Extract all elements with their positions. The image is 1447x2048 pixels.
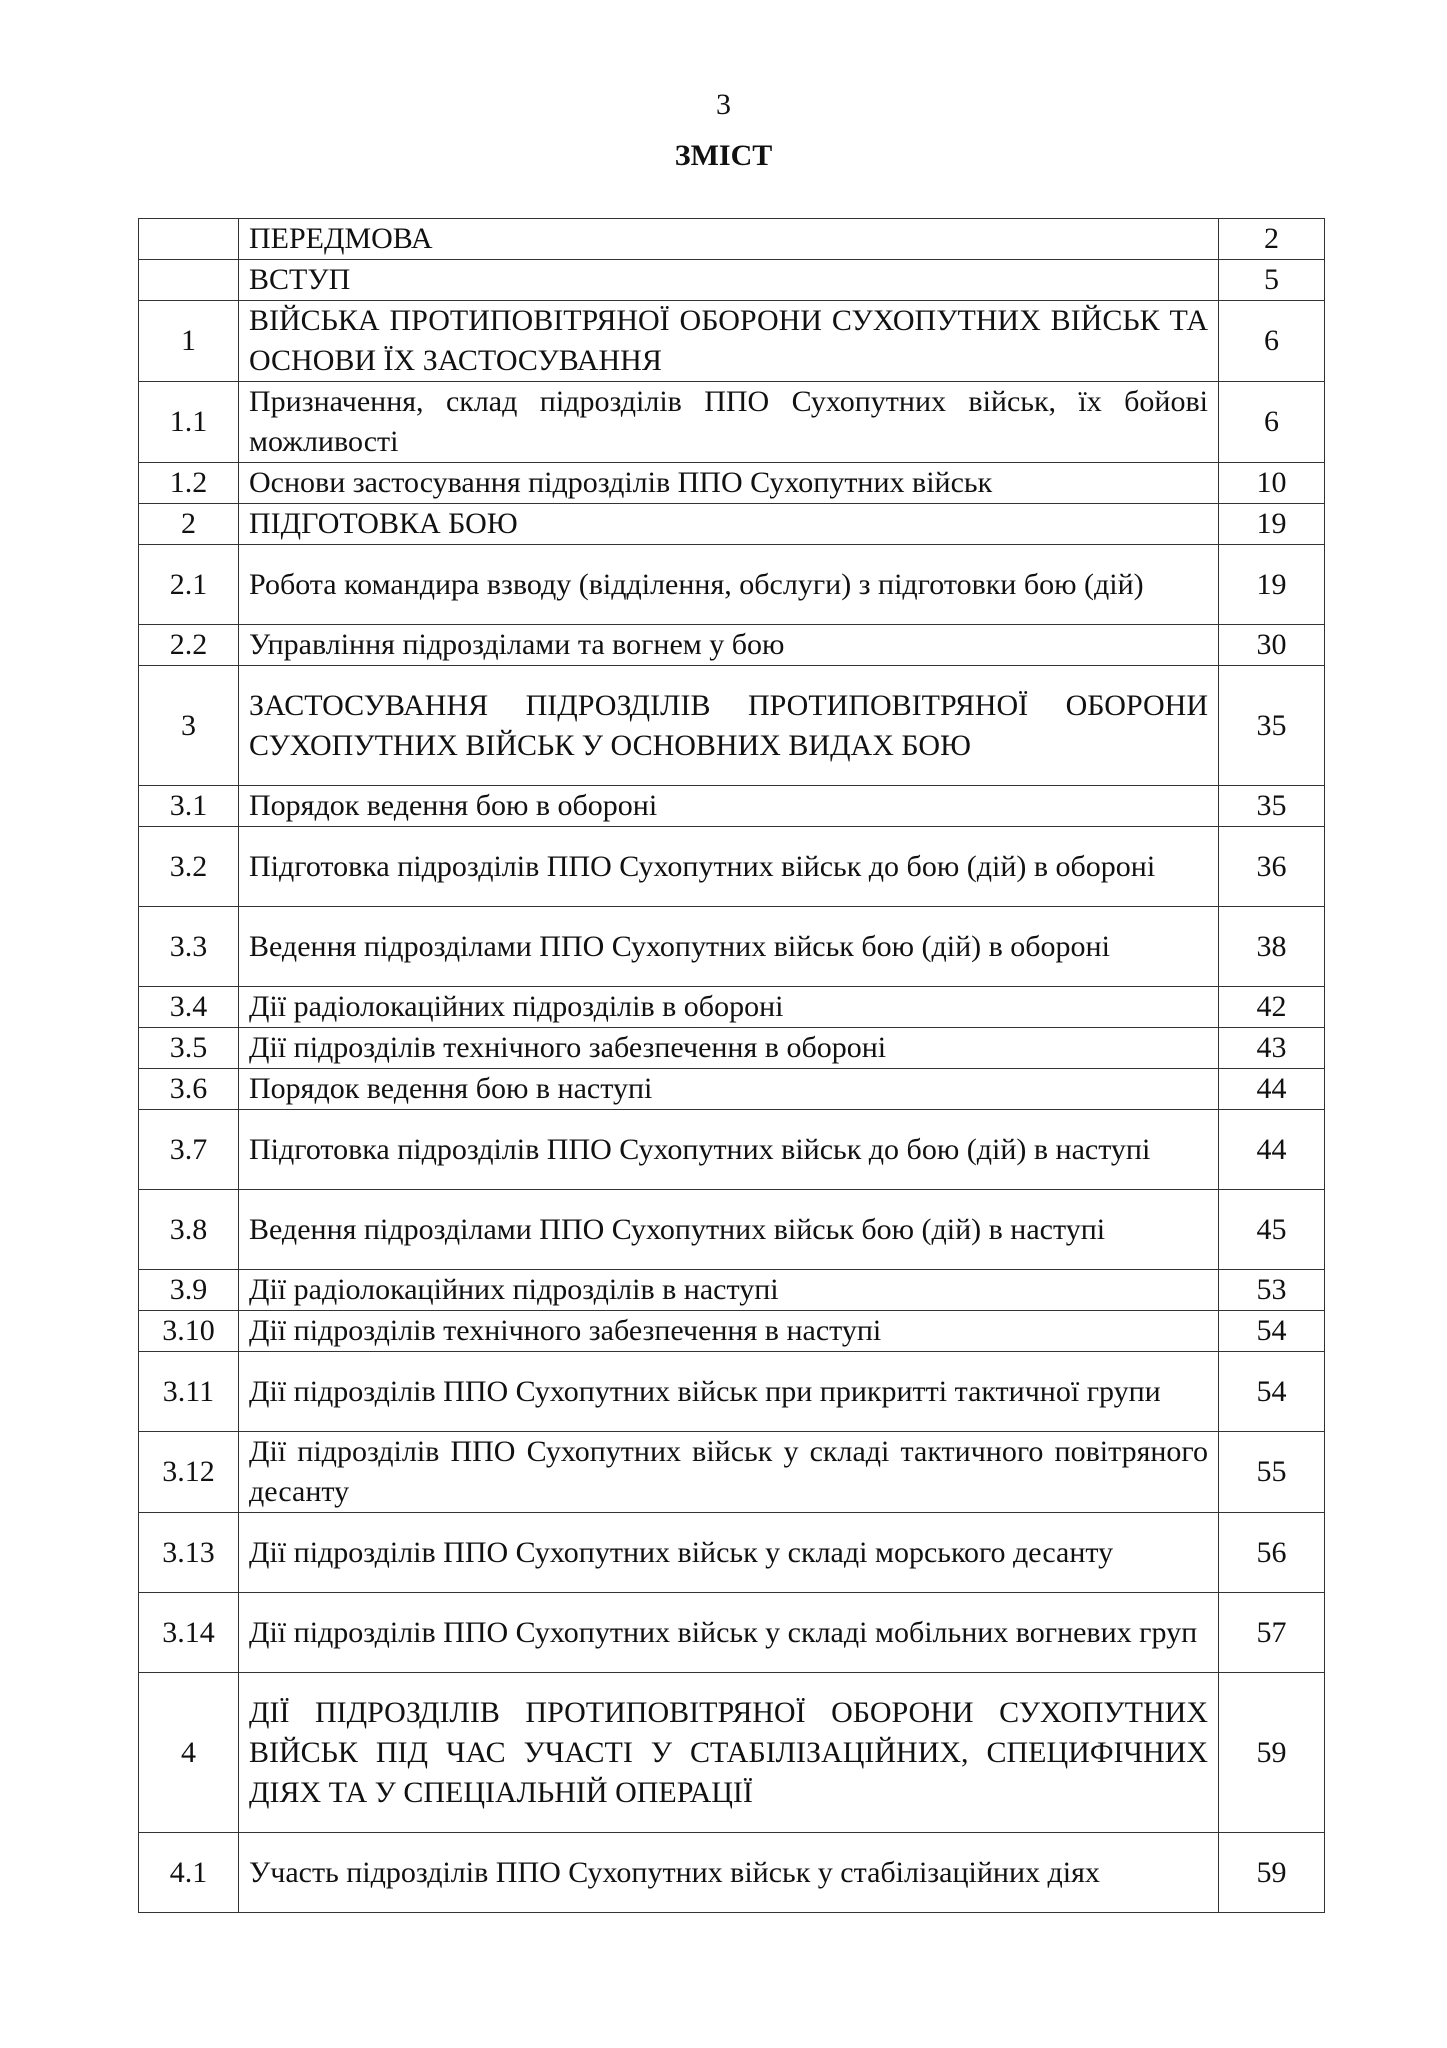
toc-page: 19 [1219, 504, 1325, 545]
toc-title: ЗАСТОСУВАННЯ ПІДРОЗДІЛІВ ПРОТИПОВІТРЯНОЇ ОБОРОНИ СУХОПУТНИХ ВІЙСЬК У ОСНОВНИХ ВИДАХ БОЮ [239, 666, 1219, 786]
toc-row [139, 1069, 1325, 1110]
toc-row [139, 545, 1325, 625]
toc-page: 10 [1219, 463, 1325, 504]
toc-title: Основи застосування підрозділів ППО Сухопутних військ [239, 463, 1219, 504]
toc-page: 55 [1219, 1432, 1325, 1513]
toc-row [139, 1028, 1325, 1069]
toc-title: Дії підрозділів ППО Сухопутних військ у складі мобільних вогневих груп [239, 1593, 1219, 1673]
toc-title: Порядок ведення бою в обороні [239, 786, 1219, 827]
toc-title: Управління підрозділами та вогнем у бою [239, 625, 1219, 666]
toc-number: 4.1 [139, 1833, 239, 1913]
toc-number: 3 [139, 666, 239, 786]
toc-title: Робота командира взводу (відділення, обслуги) з підготовки бою (дій) [239, 545, 1219, 625]
toc-row [139, 301, 1325, 382]
toc-number: 2.1 [139, 545, 239, 625]
toc-row [139, 1190, 1325, 1270]
toc-title: Дії радіолокаційних підрозділів в обороні [239, 987, 1219, 1028]
toc-page: 57 [1219, 1593, 1325, 1673]
toc-title: Дії підрозділів технічного забезпечення в обороні [239, 1028, 1219, 1069]
toc-number: 1.1 [139, 382, 239, 463]
toc-title: ВІЙСЬКА ПРОТИПОВІТРЯНОЇ ОБОРОНИ СУХОПУТНИХ ВІЙСЬК ТА ОСНОВИ ЇХ ЗАСТОСУВАННЯ [239, 301, 1219, 382]
toc-page: 30 [1219, 625, 1325, 666]
toc-page: 5 [1219, 260, 1325, 301]
toc-number: 3.3 [139, 907, 239, 987]
toc-row [139, 219, 1325, 260]
toc-row [139, 1593, 1325, 1673]
toc-title: Дії підрозділів технічного забезпечення в наступі [239, 1311, 1219, 1352]
toc-number: 3.2 [139, 827, 239, 907]
toc-number: 2.2 [139, 625, 239, 666]
toc-page: 56 [1219, 1513, 1325, 1593]
toc-page: 35 [1219, 666, 1325, 786]
toc-row [139, 827, 1325, 907]
toc-title: Дії підрозділів ППО Сухопутних військ у складі морського десанту [239, 1513, 1219, 1593]
toc-title: Порядок ведення бою в наступі [239, 1069, 1219, 1110]
toc-number: 3.8 [139, 1190, 239, 1270]
page-title: ЗМІСТ [674, 139, 773, 172]
toc-number: 3.5 [139, 1028, 239, 1069]
toc-row [139, 260, 1325, 301]
toc-page: 35 [1219, 786, 1325, 827]
toc-row [139, 1352, 1325, 1432]
toc-title: Дії підрозділів ППО Сухопутних військ при прикритті тактичної групи [239, 1352, 1219, 1432]
toc-row [139, 907, 1325, 987]
toc-number: 1.2 [139, 463, 239, 504]
toc-row [139, 504, 1325, 545]
toc-title: Ведення підрозділами ППО Сухопутних військ бою (дій) в наступі [239, 1190, 1219, 1270]
toc-title: Участь підрозділів ППО Сухопутних військ у стабілізаційних діях [239, 1833, 1219, 1913]
toc-page: 42 [1219, 987, 1325, 1028]
toc-title: Підготовка підрозділів ППО Сухопутних військ до бою (дій) в наступі [239, 1110, 1219, 1190]
toc-page: 6 [1219, 382, 1325, 463]
toc-row [139, 1110, 1325, 1190]
toc-number: 3.7 [139, 1110, 239, 1190]
toc-number: 3.14 [139, 1593, 239, 1673]
toc-number [139, 260, 239, 301]
toc-row [139, 987, 1325, 1028]
toc-row [139, 666, 1325, 786]
toc-row [139, 1270, 1325, 1311]
toc-page: 6 [1219, 301, 1325, 382]
toc-number: 3.1 [139, 786, 239, 827]
toc-page: 38 [1219, 907, 1325, 987]
table-of-contents [138, 218, 1325, 1913]
page-number: 3 [716, 88, 731, 121]
toc-row [139, 1311, 1325, 1352]
toc-row [139, 625, 1325, 666]
toc-number: 3.9 [139, 1270, 239, 1311]
toc-page: 19 [1219, 545, 1325, 625]
toc-page: 44 [1219, 1069, 1325, 1110]
toc-row [139, 1432, 1325, 1513]
toc-title: ВСТУП [239, 260, 1219, 301]
toc-number: 3.4 [139, 987, 239, 1028]
toc-page: 59 [1219, 1673, 1325, 1833]
toc-number: 3.11 [139, 1352, 239, 1432]
toc-page: 54 [1219, 1311, 1325, 1352]
toc-row [139, 1673, 1325, 1833]
toc-title: Дії радіолокаційних підрозділів в наступі [239, 1270, 1219, 1311]
toc-number: 3.12 [139, 1432, 239, 1513]
toc-title: Призначення, склад підрозділів ППО Сухопутних військ, їх бойові можливості [239, 382, 1219, 463]
toc-row [139, 786, 1325, 827]
toc-number: 3.10 [139, 1311, 239, 1352]
toc-title: Підготовка підрозділів ППО Сухопутних військ до бою (дій) в обороні [239, 827, 1219, 907]
toc-title: ДІЇ ПІДРОЗДІЛІВ ПРОТИПОВІТРЯНОЇ ОБОРОНИ СУХОПУТНИХ ВІЙСЬК ПІД ЧАС УЧАСТІ У СТАБІЛІЗАЦІЙНИХ, СПЕЦИФІЧНИХ ДІЯХ ТА У СПЕЦІАЛЬНІЙ ОПЕРАЦІЇ [239, 1673, 1219, 1833]
toc-title: Дії підрозділів ППО Сухопутних військ у складі тактичного повітряного десанту [239, 1432, 1219, 1513]
toc-page: 36 [1219, 827, 1325, 907]
toc-number: 4 [139, 1673, 239, 1833]
toc-number [139, 219, 239, 260]
toc-title: Ведення підрозділами ППО Сухопутних військ бою (дій) в обороні [239, 907, 1219, 987]
toc-title: ПЕРЕДМОВА [239, 219, 1219, 260]
toc-row [139, 463, 1325, 504]
toc-page: 54 [1219, 1352, 1325, 1432]
toc-page: 43 [1219, 1028, 1325, 1069]
toc-page: 44 [1219, 1110, 1325, 1190]
toc-number: 1 [139, 301, 239, 382]
toc-page: 53 [1219, 1270, 1325, 1311]
toc-number: 2 [139, 504, 239, 545]
toc-row [139, 1833, 1325, 1913]
toc-title: ПІДГОТОВКА БОЮ [239, 504, 1219, 545]
toc-page: 45 [1219, 1190, 1325, 1270]
toc-number: 3.6 [139, 1069, 239, 1110]
toc-row [139, 382, 1325, 463]
toc-page: 2 [1219, 219, 1325, 260]
toc-page: 59 [1219, 1833, 1325, 1913]
toc-row [139, 1513, 1325, 1593]
toc-number: 3.13 [139, 1513, 239, 1593]
